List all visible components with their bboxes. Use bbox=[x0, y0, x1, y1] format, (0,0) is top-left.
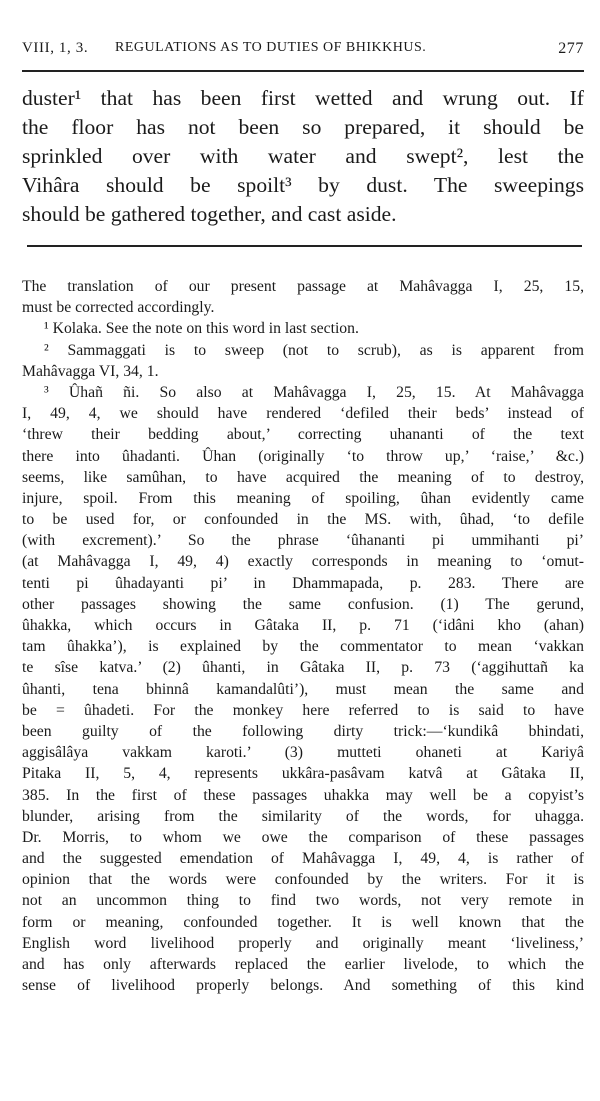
note-line: I, 49, 4, we should have rendered ‘defiled their beds’ instead of bbox=[22, 405, 584, 423]
note-line: there into ûhadanti. Ûhan (originally ‘to throw up,’ ‘raise,’ &c.) bbox=[22, 447, 584, 465]
note-line: been guilty of the following dirty trick:—‘kundikâ bhindati, bbox=[22, 722, 584, 740]
note-line: ûhakka, which occurs in Gâtaka II, p. 71 (‘idâni kho (ahan) bbox=[22, 617, 584, 634]
main-line: duster¹ that has been first wetted and wrung out. If bbox=[22, 86, 584, 110]
footnote-3: ³ Ûhañ ñi. So also at Mahâvagga I, 25, 15. At Mahâvagga bbox=[44, 383, 584, 401]
note-line: te sîse katva.’ (2) ûhanti, in Gâtaka II, p. 73 (‘aggihuttañ ka bbox=[22, 659, 584, 677]
note-line: not an uncommon thing to find two words, not very remote in bbox=[22, 892, 584, 910]
note-line: to be used for, or confounded in the MS. with, ûhad, ‘to defile bbox=[22, 511, 584, 529]
note-line: and the suggested emendation of Mahâvagga I, 49, 4, is rather of bbox=[22, 850, 584, 868]
note-line: be = ûhadeti. For the monkey here referred to is said to have bbox=[22, 701, 584, 719]
note-line: ‘threw their bedding about,’ correcting uhananti of the text bbox=[22, 426, 584, 444]
footnote-rule bbox=[27, 245, 582, 247]
main-line: sprinkled over with water and swept², lest the bbox=[22, 144, 584, 168]
note-line: seems, like samûhan, to have acquired the meaning of to destroy, bbox=[22, 468, 584, 486]
footnote-2: ² Sammaggati is to sweep (not to scrub), as is apparent from bbox=[44, 341, 584, 359]
note-line: 385. In the first of these passages uhakka may well be a copyist’s bbox=[22, 786, 584, 804]
section-reference: VIII, 1, 3. bbox=[22, 40, 89, 56]
note-line: aggisâlâya vakkam karoti.’ (3) mutteti ohaneti at Kariyâ bbox=[22, 744, 584, 762]
note-line: tam ûhakka’), is explained by the commentator to mean ‘vakkan bbox=[22, 638, 584, 656]
note-line: Dr. Morris, to whom we owe the comparison of these passages bbox=[22, 828, 584, 846]
note-line: blunder, arising from the similarity of the words, for uhagga. bbox=[22, 807, 584, 825]
note-line: ûhanti, tena bhinnâ kamandalûti’), must mean the same and bbox=[22, 680, 584, 698]
note-line: injure, spoil. From this meaning of spoiling, ûhan evidently came bbox=[22, 489, 584, 507]
note-line: Mahâvagga VI, 34, 1. bbox=[22, 362, 159, 380]
running-title: REGULATIONS AS TO DUTIES OF BHIKKHUS. bbox=[115, 40, 427, 55]
note-line: (at Mahâvagga I, 49, 4) exactly corresponds in meaning to ‘omut- bbox=[22, 553, 584, 571]
note-line: form or meaning, confounded together. It is well known that the bbox=[22, 913, 584, 931]
page-number: 277 bbox=[558, 40, 584, 57]
main-line: Vihâra should be spoilt³ by dust. The sweepings bbox=[22, 173, 584, 197]
note-line: English word livelihood properly and originally meant ‘liveliness,’ bbox=[22, 934, 584, 952]
note-line: Pitaka II, 5, 4, represents ukkâra-pasâvam katvâ at Gâtaka II, bbox=[22, 765, 584, 783]
note-line: tenti pi ûhadayanti pi’ in Dhammapada, p. 283. There are bbox=[22, 574, 584, 592]
main-line: the floor has not been so prepared, it should be bbox=[22, 115, 584, 139]
note-line: The translation of our present passage at Mahâvagga I, 25, 15, bbox=[22, 278, 584, 295]
main-text bbox=[22, 84, 584, 229]
note-line: sense of livelihood properly belongs. And something of this kind bbox=[22, 977, 584, 995]
note-line: and has only afterwards replaced the earlier livelode, to which the bbox=[22, 956, 584, 973]
header-rule bbox=[22, 70, 584, 72]
note-line: must be corrected accordingly. bbox=[22, 299, 215, 317]
note-line: other passages showing the same confusion. (1) The gerund, bbox=[22, 595, 584, 613]
main-line: should be gathered together, and cast aside. bbox=[22, 202, 397, 226]
footnote-1: ¹ Kolaka. See the note on this word in last section. bbox=[44, 320, 359, 338]
footnotes bbox=[22, 276, 584, 996]
running-head bbox=[22, 40, 584, 62]
note-line: opinion that the words were confounded by the writers. For it is bbox=[22, 871, 584, 889]
note-line: (with excrement).’ So the phrase ‘ûhananti pi ummihanti pi’ bbox=[22, 532, 584, 550]
